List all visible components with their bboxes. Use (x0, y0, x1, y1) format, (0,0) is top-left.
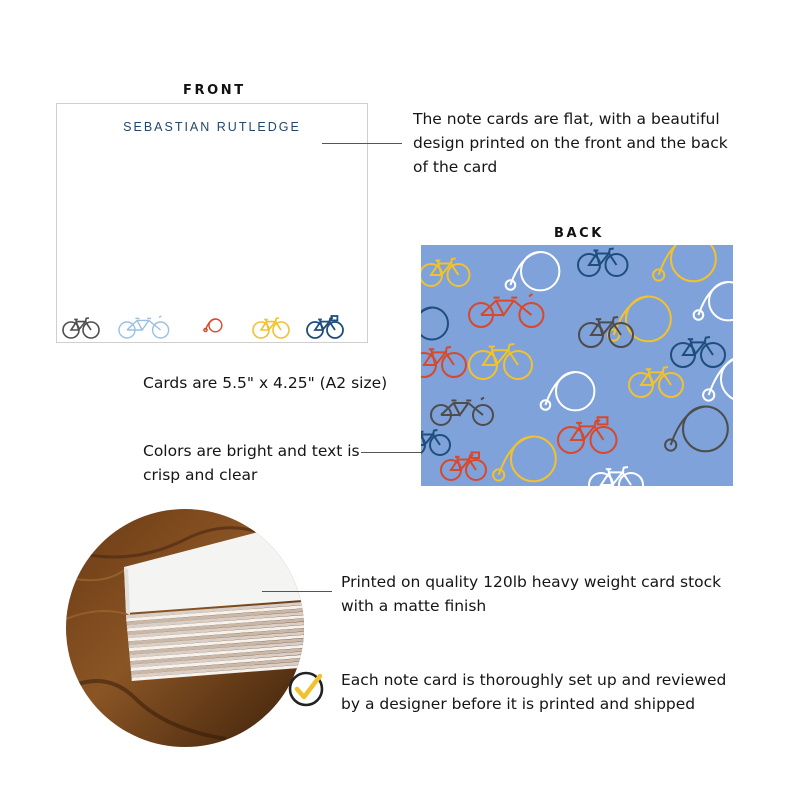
front-heading: FRONT (183, 83, 246, 98)
bicycle-icon (421, 308, 448, 340)
feature-size: Cards are 5.5" x 4.25" (A2 size) (143, 374, 388, 392)
back-bike-pattern (421, 245, 733, 486)
front-bike-row (57, 104, 369, 344)
bicycle-icon (703, 357, 733, 402)
bicycle-icon (558, 417, 617, 453)
bicycle-icon (307, 316, 343, 338)
bicycle-icon (506, 252, 560, 290)
bicycle-icon (665, 407, 728, 452)
bicycle-icon (63, 318, 99, 338)
bicycle-icon (421, 430, 450, 455)
leader-line-flat (322, 143, 402, 144)
card-stack-photo (66, 509, 304, 747)
bicycle-icon (608, 297, 671, 342)
bicycle-icon (541, 372, 595, 410)
feature-review: Each note card is thoroughly set up and reviewed by a designer before it is printed and shipped (341, 671, 727, 713)
bicycle-icon (579, 317, 633, 347)
feature-colors: Colors are bright and text is crisp and clear (143, 442, 360, 484)
bicycle-icon (629, 367, 683, 397)
bicycle-icon (469, 344, 532, 379)
bicycle-icon (421, 347, 466, 377)
bicycle-icon (469, 294, 543, 327)
front-card (56, 103, 368, 343)
front-card-name: SEBASTIAN RUTLEDGE (123, 120, 301, 134)
bicycle-icon (253, 318, 289, 338)
leader-line-stock (262, 591, 332, 592)
feature-stock: Printed on quality 120lb heavy weight card stock with a matte finish (341, 573, 722, 615)
bicycle-icon (578, 249, 628, 277)
bicycle-icon (441, 453, 486, 481)
checkmark-circle-icon (287, 670, 325, 708)
bicycle-icon (589, 467, 643, 486)
bicycle-icon (119, 316, 169, 338)
bicycle-icon (421, 259, 470, 287)
feature-flat-cards: The note cards are flat, with a beautiful design printed on the front and the back of the card (413, 110, 728, 176)
bicycle-icon (653, 245, 716, 281)
back-card (421, 245, 733, 486)
bicycle-icon (694, 282, 733, 320)
bicycle-icon (671, 337, 725, 367)
bicycle-icon (204, 319, 222, 332)
back-heading: BACK (554, 226, 604, 241)
bicycle-icon (431, 398, 493, 426)
bicycle-icon (493, 437, 556, 482)
leader-line-colors (361, 452, 423, 453)
